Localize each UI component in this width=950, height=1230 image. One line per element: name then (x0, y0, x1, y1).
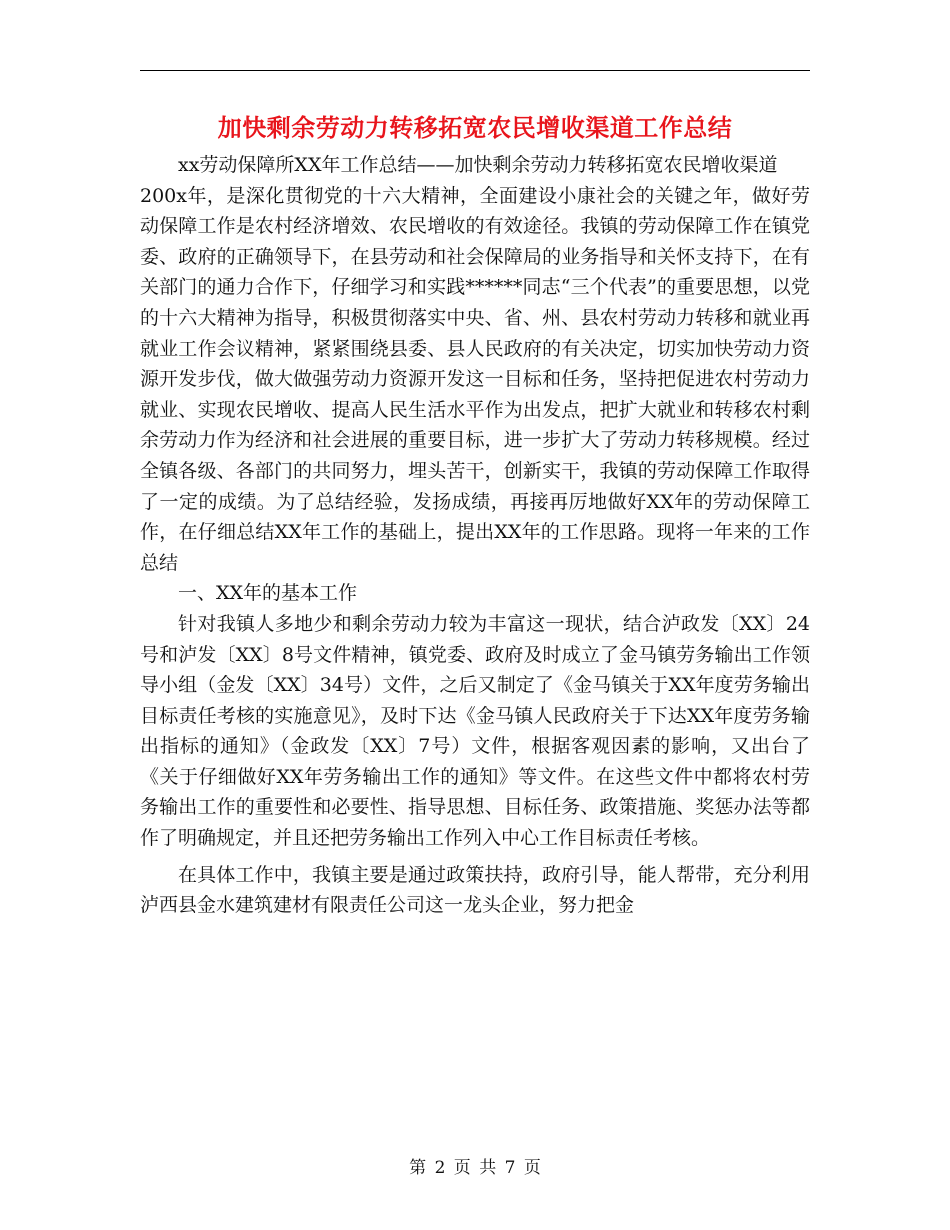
page-number: 第 2 页 共 7 页 (409, 1158, 541, 1178)
subtitle-paragraph: xx劳动保障所XX年工作总结——加快剩余劳动力转移拓宽农民增收渠道 (178, 154, 778, 176)
header-rule (140, 70, 810, 71)
section-heading: 一、XX年的基本工作 (178, 582, 358, 605)
body-paragraph: 在具体工作中，我镇主要是通过政策扶持，政府引导，能人帮带，充分利用泸西县金水建筑建材有限责任公司这一龙头企业，努力把金 (140, 863, 810, 917)
body-paragraph: 针对我镇人多地少和剩余劳动力较为丰富这一现状，结合泸政发〔XX〕24号和泸发〔XX〕8号文件精神，镇党委、政府及时成立了金马镇劳务输出工作领导小组（金发〔XX〕34号）文件，之后又制定了《金马镇关于XX年度劳务输出目标责任考核的实施意见》，及时下达《金马镇人民政府关于下达XX年度劳务输出指标的通知》（金政发〔XX〕7号）文件，根据客观因素的影响，又出台了《关于仔细做好XX年劳务输出工作的通知》等文件。在这些文件中都将农村劳务输出工作的重要性和必要性、指导思想、目标任务、政策措施、奖惩办法等都作了明确规定，并且还把劳务输出工作列入中心工作目标责任考核。 (140, 612, 810, 850)
document-title: 加快剩余劳动力转移拓宽农民增收渠道工作总结 (217, 114, 733, 142)
document-body (140, 150, 810, 921)
intro-paragraph: 200x年，是深化贯彻党的十六大精神，全面建设小康社会的关键之年，做好劳动保障工作是农村经济增效、农民增收的有效途径。我镇的劳动保障工作在镇党委、政府的正确领导下，在县劳动和社会保障局的业务指导和关怀支持下，在有关部门的通力合作下，仔细学习和实践******同志“三个代表”的重要思想，以党的十六大精神为指导，积极贯彻落实中央、省、州、县农村劳动力转移和就业再就业工作会议精神，紧紧围绕县委、县人民政府的有关决定，切实加快劳动力资源开发步伐，做大做强劳动力资源开发这一目标和任务，坚持把促进农村劳动力就业、实现农民增收、提高人民生活水平作为出发点，把扩大就业和转移农村剩余劳动力作为经济和社会进展的重要目标，进一步扩大了劳动力转移规模。经过全镇各级、各部门的共同努力，埋头苦干，创新实干，我镇的劳动保障工作取得了一定的成绩。为了总结经验，发扬成绩，再接再厉地做好XX年的劳动保障工作，在仔细总结XX年工作的基础上，提出XX年的工作思路。现将一年来的工作总结 (140, 184, 810, 574)
